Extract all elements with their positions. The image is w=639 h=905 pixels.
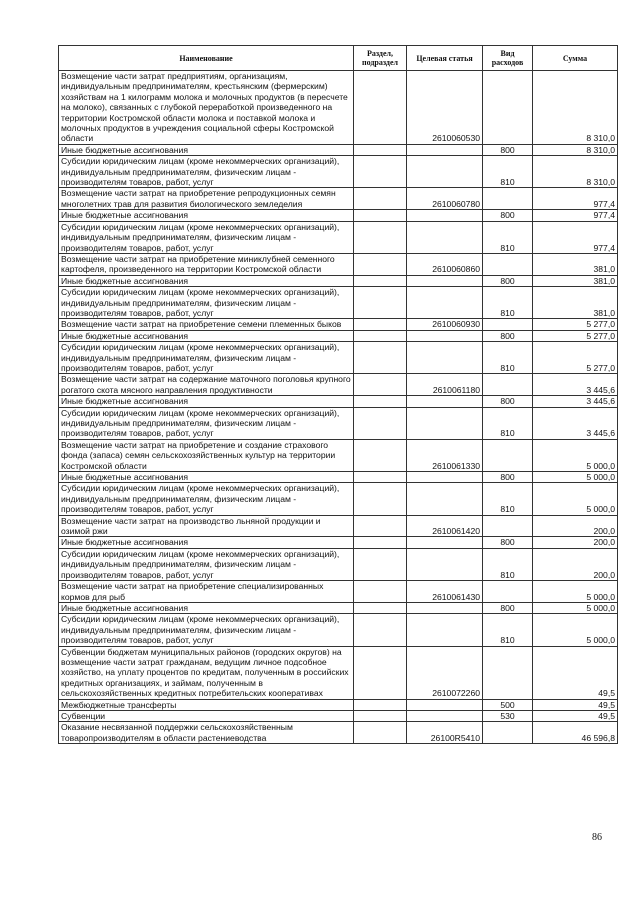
cell-target <box>407 548 483 580</box>
cell-sum: 381,0 <box>533 253 618 275</box>
cell-expense: 810 <box>483 548 533 580</box>
cell-target: 26100R5410 <box>407 722 483 744</box>
cell-expense <box>483 188 533 210</box>
header-expense: Вид расходов <box>483 46 533 71</box>
cell-target: 2610061180 <box>407 374 483 396</box>
cell-expense: 800 <box>483 275 533 286</box>
cell-expense: 810 <box>483 483 533 515</box>
cell-section <box>354 319 407 330</box>
cell-section <box>354 253 407 275</box>
cell-name: Субвенции <box>59 710 354 721</box>
cell-expense <box>483 439 533 471</box>
cell-section <box>354 722 407 744</box>
cell-section <box>354 614 407 646</box>
cell-name: Субсидии юридическим лицам (кроме некоммерческих организаций), индивидуальным предпринимателям, физическим лицам - производителям товаров, работ, услуг <box>59 221 354 253</box>
cell-section <box>354 699 407 710</box>
table-row <box>59 342 618 374</box>
cell-name: Возмещение части затрат предприятиям, организациям, индивидуальным предпринимателям, крестьянским (фермерским) хозяйствам на 1 килограмм молока и молочных продуктов (в пересчете на молоко), связанных с глубокой переработкой произведенного на территории Костромской области молока и поставкой молока и молочных продуктов в учреждения социальной сферы Костромской области <box>59 71 354 145</box>
cell-sum: 46 596,8 <box>533 722 618 744</box>
cell-expense: 810 <box>483 614 533 646</box>
cell-sum: 3 445,6 <box>533 396 618 407</box>
cell-name: Возмещение части затрат на приобретение семени племенных быков <box>59 319 354 330</box>
cell-target: 2610072260 <box>407 646 483 699</box>
cell-target <box>407 330 483 341</box>
cell-expense <box>483 71 533 145</box>
cell-expense <box>483 253 533 275</box>
table-row <box>59 319 618 330</box>
cell-sum: 8 310,0 <box>533 144 618 155</box>
table-row <box>59 646 618 699</box>
cell-expense: 810 <box>483 221 533 253</box>
page-number: 86 <box>592 832 602 843</box>
table-row <box>59 221 618 253</box>
cell-sum: 49,5 <box>533 710 618 721</box>
cell-sum: 200,0 <box>533 548 618 580</box>
cell-sum: 977,4 <box>533 221 618 253</box>
table-row <box>59 374 618 396</box>
table-row <box>59 275 618 286</box>
table-row <box>59 581 618 603</box>
cell-section <box>354 537 407 548</box>
table-row <box>59 483 618 515</box>
budget-table <box>58 45 618 744</box>
cell-section <box>354 483 407 515</box>
cell-name: Субвенции бюджетам муниципальных районов (городских округов) на возмещение части затрат гражданам, ведущим личное подсобное хозяйство, на уплату процентов по кредитам, полученным в российских кредитных организациях, и займам, полученным в сельскохозяйственных кредитных потребительских кооперативах <box>59 646 354 699</box>
cell-target <box>407 221 483 253</box>
cell-sum: 5 277,0 <box>533 330 618 341</box>
table-body <box>59 71 618 744</box>
cell-sum: 5 000,0 <box>533 602 618 613</box>
cell-expense <box>483 515 533 537</box>
table-row <box>59 210 618 221</box>
cell-expense: 800 <box>483 210 533 221</box>
cell-target <box>407 472 483 483</box>
cell-target: 2610060530 <box>407 71 483 145</box>
cell-expense: 800 <box>483 537 533 548</box>
cell-target <box>407 483 483 515</box>
cell-expense: 810 <box>483 407 533 439</box>
cell-target <box>407 602 483 613</box>
cell-sum: 5 277,0 <box>533 319 618 330</box>
cell-section <box>354 188 407 210</box>
table-row <box>59 548 618 580</box>
cell-expense <box>483 374 533 396</box>
cell-target <box>407 614 483 646</box>
cell-expense <box>483 646 533 699</box>
cell-sum: 200,0 <box>533 537 618 548</box>
cell-sum: 200,0 <box>533 515 618 537</box>
cell-name: Иные бюджетные ассигнования <box>59 537 354 548</box>
cell-section <box>354 710 407 721</box>
cell-name: Иные бюджетные ассигнования <box>59 472 354 483</box>
cell-expense: 800 <box>483 330 533 341</box>
cell-section <box>354 374 407 396</box>
cell-target <box>407 210 483 221</box>
cell-name: Иные бюджетные ассигнования <box>59 330 354 341</box>
table-row <box>59 71 618 145</box>
cell-name: Субсидии юридическим лицам (кроме некоммерческих организаций), индивидуальным предпринимателям, физическим лицам - производителям товаров, работ, услуг <box>59 548 354 580</box>
cell-section <box>354 515 407 537</box>
table-header-row <box>59 46 618 71</box>
table-row <box>59 396 618 407</box>
cell-name: Субсидии юридическим лицам (кроме некоммерческих организаций), индивидуальным предпринимателям, физическим лицам - производителям товаров, работ, услуг <box>59 614 354 646</box>
cell-target <box>407 407 483 439</box>
cell-name: Межбюджетные трансферты <box>59 699 354 710</box>
cell-target: 2610061330 <box>407 439 483 471</box>
cell-name: Иные бюджетные ассигнования <box>59 396 354 407</box>
table-row <box>59 156 618 188</box>
cell-section <box>354 439 407 471</box>
cell-expense: 500 <box>483 699 533 710</box>
table-row <box>59 439 618 471</box>
cell-section <box>354 287 407 319</box>
table-row <box>59 407 618 439</box>
cell-expense: 800 <box>483 144 533 155</box>
cell-name: Субсидии юридическим лицам (кроме некоммерческих организаций), индивидуальным предпринимателям, физическим лицам - производителям товаров, работ, услуг <box>59 342 354 374</box>
cell-target <box>407 156 483 188</box>
cell-sum: 49,5 <box>533 646 618 699</box>
cell-sum: 977,4 <box>533 188 618 210</box>
cell-name: Возмещение части затрат на приобретение и создание страхового фонда (запаса) семян сельскохозяйственных культур на территории Костромской области <box>59 439 354 471</box>
cell-sum: 381,0 <box>533 287 618 319</box>
cell-target <box>407 275 483 286</box>
cell-expense <box>483 319 533 330</box>
cell-section <box>354 396 407 407</box>
cell-section <box>354 548 407 580</box>
cell-target: 2610061420 <box>407 515 483 537</box>
cell-target <box>407 710 483 721</box>
cell-target: 2610060930 <box>407 319 483 330</box>
cell-expense <box>483 581 533 603</box>
cell-name: Субсидии юридическим лицам (кроме некоммерческих организаций), индивидуальным предпринимателям, физическим лицам - производителям товаров, работ, услуг <box>59 407 354 439</box>
cell-section <box>354 156 407 188</box>
cell-sum: 5 000,0 <box>533 614 618 646</box>
cell-sum: 5 000,0 <box>533 472 618 483</box>
cell-expense: 800 <box>483 396 533 407</box>
cell-sum: 5 000,0 <box>533 483 618 515</box>
cell-sum: 49,5 <box>533 699 618 710</box>
cell-expense <box>483 722 533 744</box>
cell-section <box>354 71 407 145</box>
cell-expense: 800 <box>483 472 533 483</box>
cell-name: Оказание несвязанной поддержки сельскохозяйственным товаропроизводителям в области растениеводства <box>59 722 354 744</box>
cell-expense: 530 <box>483 710 533 721</box>
cell-target <box>407 699 483 710</box>
cell-section <box>354 275 407 286</box>
cell-name: Субсидии юридическим лицам (кроме некоммерческих организаций), индивидуальным предпринимателям, физическим лицам - производителям товаров, работ, услуг <box>59 156 354 188</box>
cell-name: Возмещение части затрат на приобретение специализированных кормов для рыб <box>59 581 354 603</box>
cell-sum: 8 310,0 <box>533 156 618 188</box>
cell-name: Иные бюджетные ассигнования <box>59 602 354 613</box>
cell-section <box>354 330 407 341</box>
cell-target: 2610061430 <box>407 581 483 603</box>
header-sum: Сумма <box>533 46 618 71</box>
header-target: Целевая статья <box>407 46 483 71</box>
cell-name: Возмещение части затрат на приобретение репродукционных семян многолетних трав для развития биологического земледелия <box>59 188 354 210</box>
cell-name: Иные бюджетные ассигнования <box>59 210 354 221</box>
cell-section <box>354 407 407 439</box>
table-row <box>59 472 618 483</box>
table-row <box>59 287 618 319</box>
table-row <box>59 515 618 537</box>
cell-name: Возмещение части затрат на содержание маточного поголовья крупного рогатого скота мясного направления продуктивности <box>59 374 354 396</box>
cell-section <box>354 472 407 483</box>
table-row <box>59 710 618 721</box>
cell-name: Иные бюджетные ассигнования <box>59 144 354 155</box>
cell-sum: 3 445,6 <box>533 407 618 439</box>
cell-section <box>354 602 407 613</box>
cell-name: Субсидии юридическим лицам (кроме некоммерческих организаций), индивидуальным предпринимателям, физическим лицам - производителям товаров, работ, услуг <box>59 287 354 319</box>
cell-sum: 5 000,0 <box>533 439 618 471</box>
cell-name: Возмещение части затрат на производство льняной продукции и озимой ржи <box>59 515 354 537</box>
cell-target <box>407 537 483 548</box>
cell-sum: 8 310,0 <box>533 71 618 145</box>
cell-expense: 810 <box>483 342 533 374</box>
table-row <box>59 537 618 548</box>
cell-section <box>354 210 407 221</box>
cell-expense: 810 <box>483 156 533 188</box>
table-row <box>59 722 618 744</box>
cell-section <box>354 221 407 253</box>
cell-expense: 810 <box>483 287 533 319</box>
cell-target <box>407 287 483 319</box>
cell-target <box>407 144 483 155</box>
table-row <box>59 602 618 613</box>
table-row <box>59 614 618 646</box>
cell-sum: 5 000,0 <box>533 581 618 603</box>
budget-document <box>58 45 617 744</box>
table-row <box>59 144 618 155</box>
cell-expense: 800 <box>483 602 533 613</box>
cell-target: 2610060860 <box>407 253 483 275</box>
cell-section <box>354 342 407 374</box>
cell-target <box>407 342 483 374</box>
header-section: Раздел, подраздел <box>354 46 407 71</box>
cell-name: Возмещение части затрат на приобретение миниклубней семенного картофеля, произведенного на территории Костромской области <box>59 253 354 275</box>
table-row <box>59 330 618 341</box>
cell-section <box>354 144 407 155</box>
cell-sum: 977,4 <box>533 210 618 221</box>
table-row <box>59 699 618 710</box>
cell-section <box>354 581 407 603</box>
cell-target <box>407 396 483 407</box>
cell-sum: 3 445,6 <box>533 374 618 396</box>
cell-name: Иные бюджетные ассигнования <box>59 275 354 286</box>
cell-sum: 5 277,0 <box>533 342 618 374</box>
cell-sum: 381,0 <box>533 275 618 286</box>
header-name: Наименование <box>59 46 354 71</box>
table-row <box>59 253 618 275</box>
cell-section <box>354 646 407 699</box>
table-row <box>59 188 618 210</box>
cell-name: Субсидии юридическим лицам (кроме некоммерческих организаций), индивидуальным предпринимателям, физическим лицам - производителям товаров, работ, услуг <box>59 483 354 515</box>
cell-target: 2610060780 <box>407 188 483 210</box>
